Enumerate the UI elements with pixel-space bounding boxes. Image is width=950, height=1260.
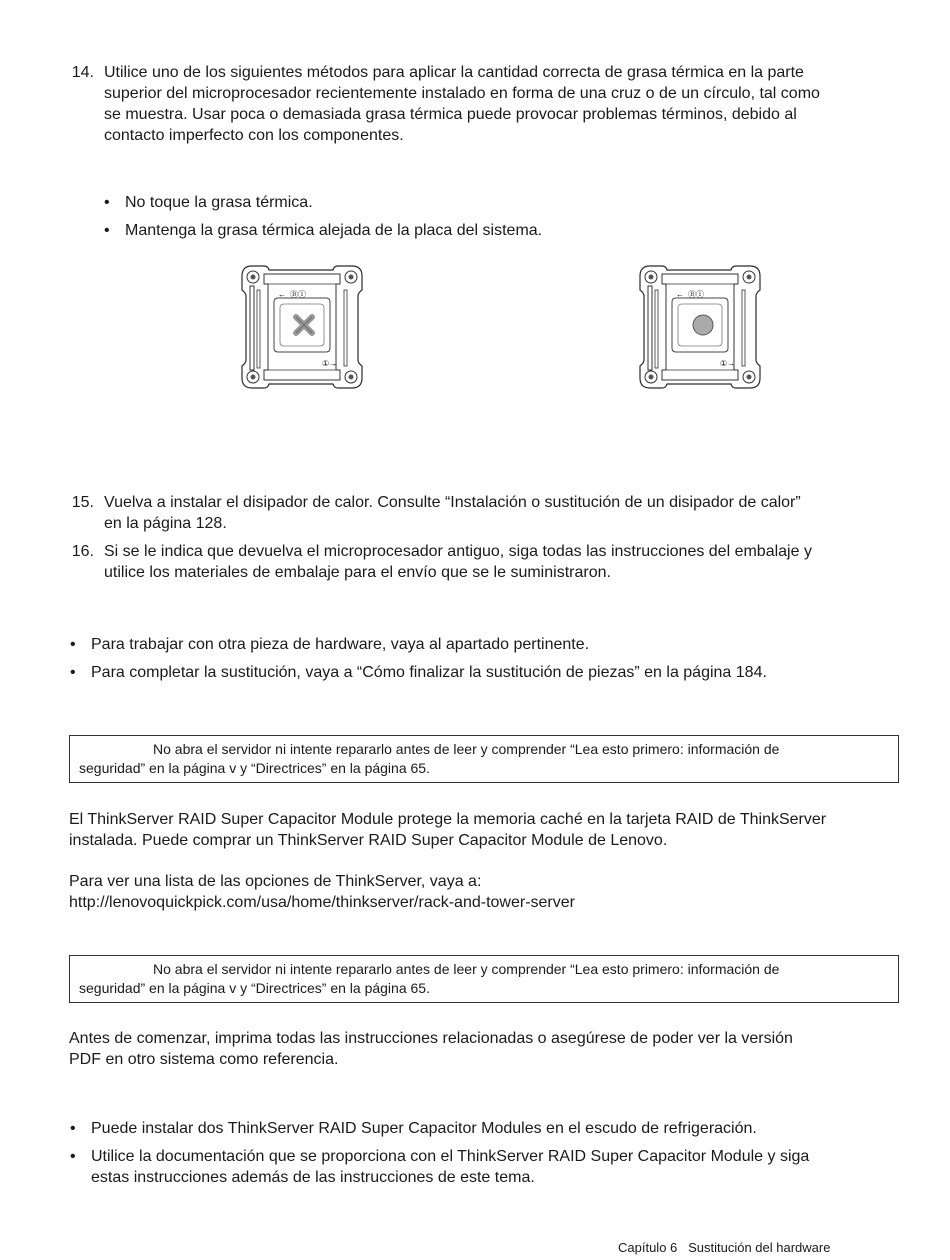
step-line: Vuelva a instalar el disipador de calor. Consulte “Instalación o sustitución de un disipador de calor” <box>104 494 801 511</box>
step-text <box>104 492 801 534</box>
socket-label: ①→ <box>720 359 736 368</box>
list-item-line: estas instrucciones además de las instrucciones de este tema. <box>91 1169 535 1186</box>
intro-paragraph <box>69 809 826 851</box>
bullet-marker: • <box>70 664 76 681</box>
footer-chapter: Capítulo 6 <box>618 1240 678 1255</box>
notice-line: No abra el servidor ni intente repararlo antes de leer y comprender “Lea esto primero: información de <box>153 961 780 977</box>
list-item: Para completar la sustitución, vaya a “Cómo finalizar la sustitución de piezas” en la página 184. <box>91 664 767 681</box>
list-item: No toque la grasa térmica. <box>125 194 313 211</box>
socket-label: ← Ⓑ① <box>278 290 306 299</box>
thermal-grease-figure <box>0 0 950 420</box>
bullet-marker: • <box>70 1120 76 1137</box>
list-item: Mantenga la grasa térmica alejada de la placa del sistema. <box>125 222 543 239</box>
paragraph-line: instalada. Puede comprar un ThinkServer RAID Super Capacitor Module de Lenovo. <box>69 832 668 849</box>
paragraph-line: Antes de comenzar, imprima todas las instrucciones relacionadas o asegúrese de poder ver la versión <box>69 1030 793 1047</box>
socket-label: ← Ⓑ① <box>676 290 704 299</box>
notice-line: seguridad” en la página v y “Directrices” en la página 65. <box>79 980 430 996</box>
socket-circle-figure <box>640 266 760 388</box>
before-paragraph <box>69 1028 793 1070</box>
step-line: superior del microprocesador recientemente instalado en forma de una cruz o de un círculo, tal como <box>104 85 820 102</box>
bullet-marker: • <box>70 1148 76 1165</box>
bullet-marker: • <box>104 194 110 211</box>
step-line: se muestra. Usar poca o demasiada grasa térmica puede provocar problemas términos, debido al <box>104 106 797 123</box>
footer-title: Sustitución del hardware <box>688 1240 831 1255</box>
step-text <box>104 541 812 583</box>
notice-line: No abra el servidor ni intente repararlo antes de leer y comprender “Lea esto primero: información de <box>153 741 780 757</box>
step-line: en la página 128. <box>104 515 227 532</box>
grease-cross-icon <box>296 317 312 333</box>
page-footer <box>618 1237 830 1258</box>
options-url-link[interactable]: http://lenovoquickpick.com/usa/home/thinkserver/rack-and-tower-server <box>69 894 575 911</box>
list-item-line: Utilice la documentación que se proporciona con el ThinkServer RAID Super Capacitor Module y siga <box>91 1148 810 1165</box>
step-line: utilice los materiales de embalaje para el envío que se le suministraron. <box>104 564 611 581</box>
list-item: Puede instalar dos ThinkServer RAID Super Capacitor Modules en el escudo de refrigeración. <box>91 1120 757 1137</box>
options-paragraph <box>69 871 575 913</box>
paragraph-line: El ThinkServer RAID Super Capacitor Module protege la memoria caché en la tarjeta RAID de ThinkServer <box>69 811 827 828</box>
step-number: 16. <box>71 543 94 560</box>
list-item <box>91 1146 809 1188</box>
step-line: contacto imperfecto con los componentes. <box>104 127 404 144</box>
bullet-marker: • <box>104 222 110 239</box>
grease-dot-icon <box>693 315 713 335</box>
step-line: Utilice uno de los siguientes métodos para aplicar la cantidad correcta de grasa térmica en la parte <box>104 64 804 81</box>
safety-notice <box>69 955 899 1003</box>
socket-cross-figure <box>242 266 362 388</box>
step-number: 15. <box>71 494 94 511</box>
notice-line: seguridad” en la página v y “Directrices” en la página 65. <box>79 760 430 776</box>
step-line: Si se le indica que devuelva el microprocesador antiguo, siga todas las instrucciones del embalaje y <box>104 543 812 560</box>
safety-notice <box>69 735 899 783</box>
step-number: 14. <box>71 64 94 81</box>
paragraph-line: Para ver una lista de las opciones de ThinkServer, vaya a: <box>69 873 482 890</box>
socket-label: ①→ <box>322 359 338 368</box>
paragraph-line: PDF en otro sistema como referencia. <box>69 1051 339 1068</box>
bullet-marker: • <box>70 636 76 653</box>
list-item: Para trabajar con otra pieza de hardware, vaya al apartado pertinente. <box>91 636 590 653</box>
